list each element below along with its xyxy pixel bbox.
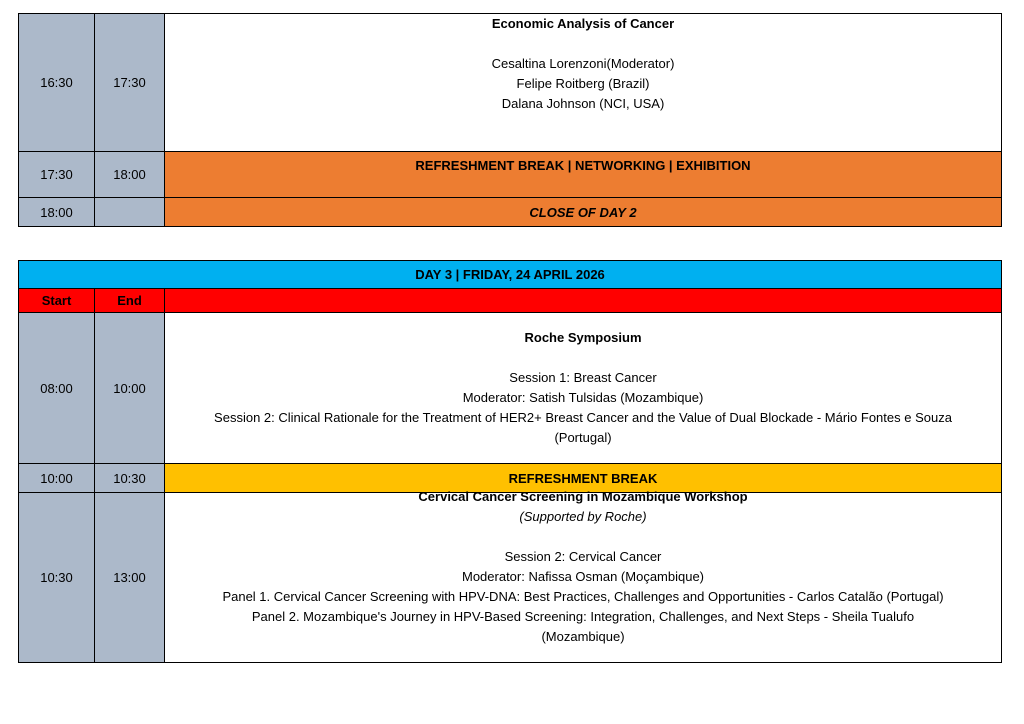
session-line: Moderator: Nafissa Osman (Moçambique) (461, 569, 705, 584)
schedule-row (19, 313, 1002, 464)
session-cell (165, 313, 1002, 464)
session-title: Economic Analysis of Cancer (491, 16, 675, 31)
schedule-row (19, 14, 1002, 152)
session-line: Panel 1. Cervical Cancer Screening with HPV-DNA: Best Practices, Challenges and Opportunities - Carlos Catalão (Portugal) (222, 589, 944, 604)
session-title: Cervical Cancer Screening in Mozambique Workshop (418, 489, 748, 504)
schedule-row (19, 493, 1002, 663)
session-line: Dalana Johnson (NCI, USA) (501, 96, 665, 111)
session-line: Session 2: Cervical Cancer (504, 549, 662, 564)
session-line: Felipe Roitberg (Brazil) (516, 76, 650, 91)
end-time: 18:00 (95, 152, 165, 198)
column-header-start: Start (19, 289, 95, 313)
end-time: 10:00 (95, 313, 165, 464)
end-time: 10:30 (95, 464, 165, 493)
session-line: Panel 2. Mozambique's Journey in HPV-Based Screening: Integration, Challenges, and Next Steps - Sheila Tualufo (251, 609, 915, 624)
break-label: REFRESHMENT BREAK (165, 464, 1002, 493)
schedule-row (19, 198, 1002, 227)
start-time: 18:00 (19, 198, 95, 227)
day-header: DAY 3 | FRIDAY, 24 APRIL 2026 (19, 261, 1002, 289)
session-subtitle: (Supported by Roche) (519, 509, 647, 524)
session-cell (165, 489, 1002, 663)
close-day-label: CLOSE OF DAY 2 (165, 198, 1002, 227)
session-cell (165, 14, 1002, 152)
column-header-blank (165, 289, 1002, 313)
end-time: 13:00 (95, 493, 165, 663)
column-header-end: End (95, 289, 165, 313)
start-time: 10:30 (19, 493, 95, 663)
end-time: 17:30 (95, 14, 165, 152)
break-label: REFRESHMENT BREAK | NETWORKING | EXHIBITION (415, 158, 751, 173)
session-line: Session 2: Clinical Rationale for the Treatment of HER2+ Breast Cancer and the Value of Dual Blockade - Mário Fontes e Souza (214, 410, 952, 425)
session-title: Roche Symposium (524, 330, 642, 345)
column-header-row (19, 289, 1002, 313)
break-cell (165, 152, 1002, 198)
schedule-row (19, 152, 1002, 198)
day2-schedule-table (18, 13, 1002, 227)
start-time: 17:30 (19, 152, 95, 198)
session-line: (Portugal) (554, 430, 612, 445)
end-time (95, 198, 165, 227)
start-time: 10:00 (19, 464, 95, 493)
day3-schedule-table (18, 260, 1002, 663)
day-header-row (19, 261, 1002, 289)
session-line: Session 1: Breast Cancer (509, 370, 657, 385)
start-time: 16:30 (19, 14, 95, 152)
start-time: 08:00 (19, 313, 95, 464)
session-line: (Mozambique) (541, 629, 625, 644)
session-line: Moderator: Satish Tulsidas (Mozambique) (462, 390, 704, 405)
session-line: Cesaltina Lorenzoni(Moderator) (491, 56, 675, 71)
